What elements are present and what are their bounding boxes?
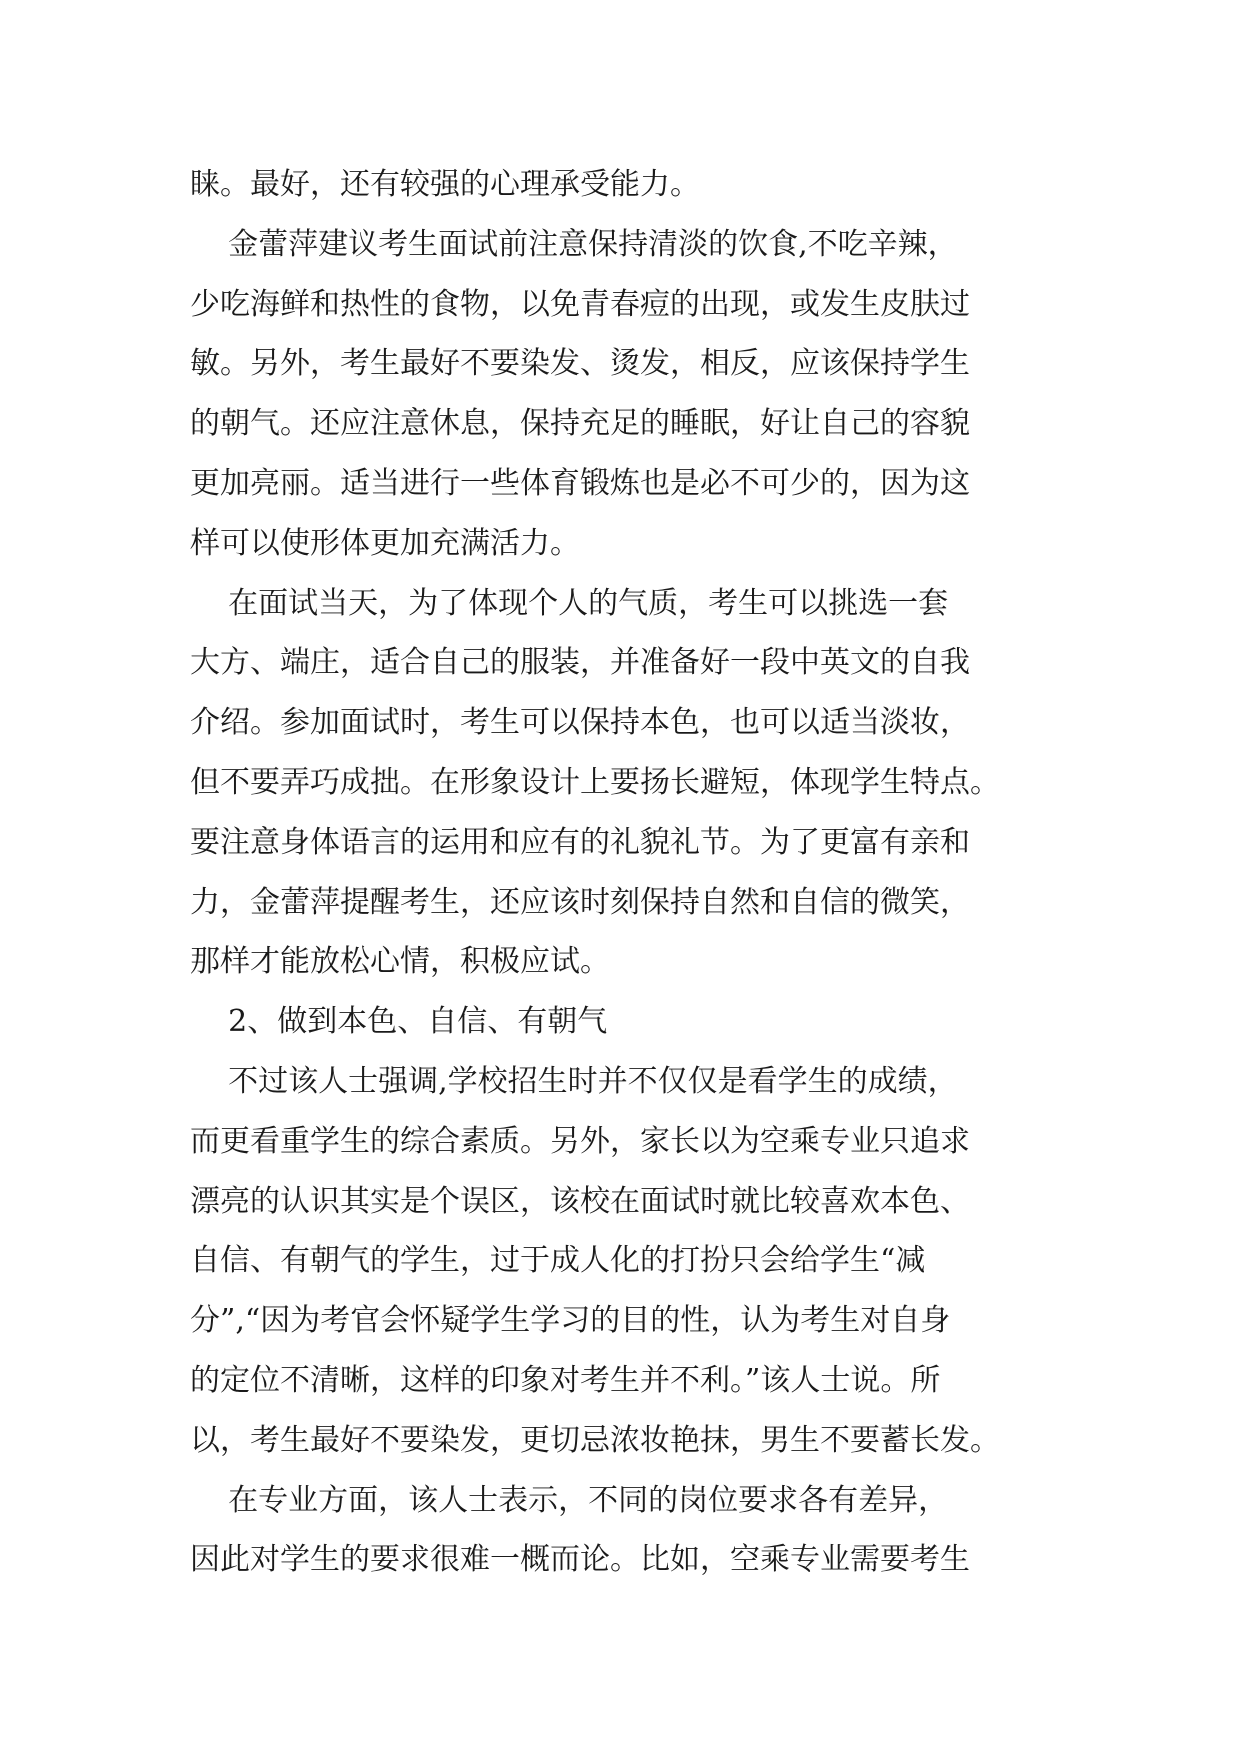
- text-line: 那样才能放松心情，积极应试。: [190, 944, 610, 980]
- text-line: 分”,“因为考官会怀疑学生学习的目的性，认为考生对自身: [190, 1303, 951, 1339]
- text-line: 更加亮丽。适当进行一些体育锻炼也是必不可少的，因为这: [190, 465, 970, 501]
- text-line: 金蕾萍建议考生面试前注意保持清淡的饮食,不吃辛辣，: [190, 226, 958, 262]
- text-line: 以，考生最好不要染发，更切忌浓妆艳抹，男生不要蓄长发。: [190, 1422, 1000, 1458]
- text-line: 睐。最好，还有较强的心理承受能力。: [190, 167, 700, 202]
- text-line: 少吃海鲜和热性的食物，以免青春痘的出现，或发生皮肤过: [190, 286, 970, 322]
- text-line: 在专业方面，该人士表示，不同的岗位要求各有差异，: [190, 1482, 949, 1518]
- text-line: 敏。另外，考生最好不要染发、烫发，相反，应该保持学生: [190, 346, 970, 382]
- text-line: 因此对学生的要求很难一概而论。比如，空乘专业需要考生: [190, 1542, 970, 1578]
- text-line: 大方、端庄，适合自己的服装，并准备好一段中英文的自我: [190, 645, 970, 681]
- text-line: 自信、有朝气的学生，过于成人化的打扮只会给学生“减: [190, 1243, 926, 1279]
- text-line: 但不要弄巧成拙。在形象设计上要扬长避短，体现学生特点。: [190, 764, 1000, 800]
- text-line: 要注意身体语言的运用和应有的礼貌礼节。为了更富有亲和: [190, 824, 970, 860]
- text-line: 样可以使形体更加充满活力。: [190, 525, 580, 561]
- text-line: 而更看重学生的综合素质。另外，家长以为空乘专业只追求: [190, 1123, 970, 1159]
- body-text: [190, 155, 1070, 1590]
- text-line: 不过该人士强调,学校招生时并不仅仅是看学生的成绩，: [190, 1063, 958, 1099]
- section-heading: 2、做到本色、自信、有朝气: [190, 1004, 608, 1040]
- text-line: 的朝气。还应注意休息，保持充足的睡眠，好让自己的容貌: [190, 406, 970, 442]
- text-line: 漂亮的认识其实是个误区，该校在面试时就比较喜欢本色、: [190, 1183, 970, 1219]
- text-line: 在面试当天，为了体现个人的气质，考生可以挑选一套: [190, 585, 949, 621]
- text-line: 力，金蕾萍提醒考生，还应该时刻保持自然和自信的微笑，: [190, 884, 970, 920]
- text-line: 的定位不清晰，这样的印象对考生并不利。”该人士说。所: [190, 1362, 941, 1398]
- text-line: 介绍。参加面试时，考生可以保持本色，也可以适当淡妆，: [190, 705, 970, 741]
